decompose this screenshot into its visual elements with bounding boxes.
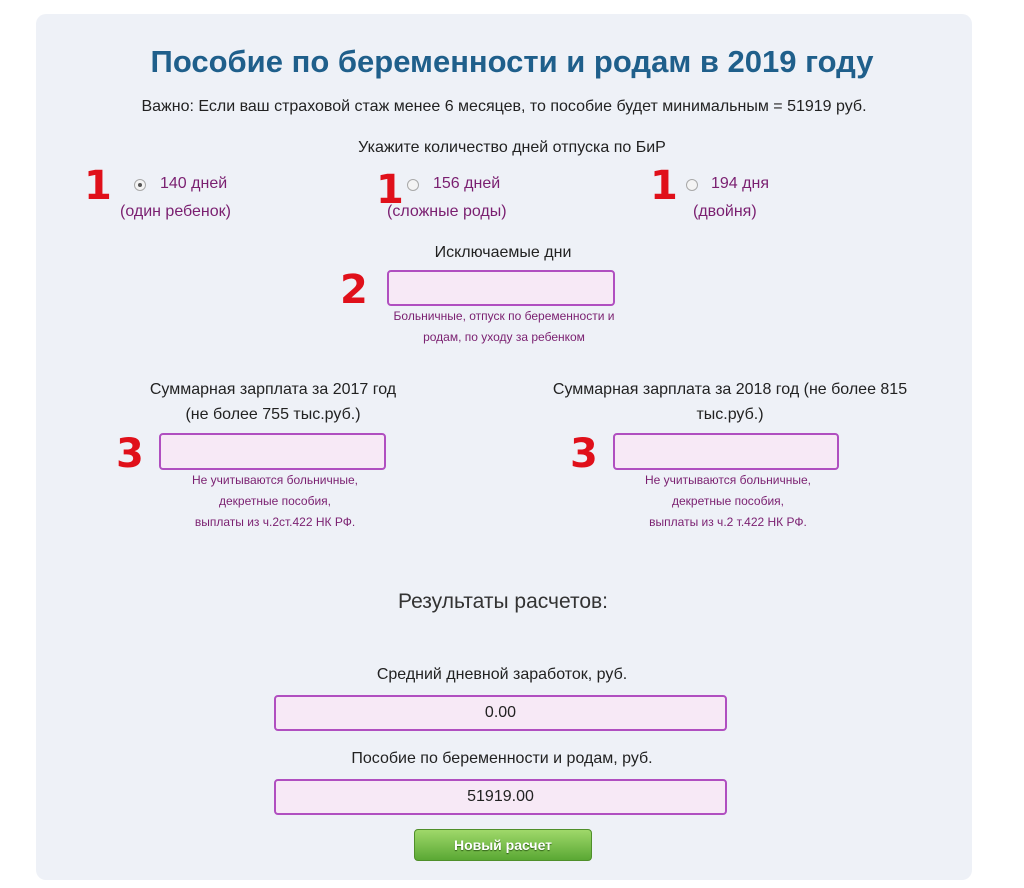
- radio-156-days[interactable]: [407, 179, 419, 191]
- benefit-output: 51919.00: [274, 779, 727, 815]
- excluded-days-hint: [350, 306, 658, 348]
- hint-line: выплаты из ч.2ст.422 НК РФ.: [194, 515, 356, 529]
- radio-194-days[interactable]: [686, 179, 698, 191]
- hint-line: декретные пособия,: [671, 494, 785, 508]
- hint-line: выплаты из ч.2 т.422 НК РФ.: [649, 515, 807, 529]
- important-note: Важно: Если ваш страховой стаж менее 6 месяцев, то пособие будет минимальным = 51919 руб.: [141, 98, 867, 115]
- step-marker-3: 3: [116, 431, 144, 477]
- option-194-label[interactable]: 194 дня: [711, 175, 769, 192]
- benefit-label: Пособие по беременности и родам, руб.: [351, 750, 653, 767]
- step-marker-2: 2: [340, 267, 368, 313]
- option-156-sub: (сложные роды): [387, 203, 507, 220]
- results-title: Результаты расчетов:: [397, 590, 609, 613]
- hint-line: Не учитываются больничные,: [192, 473, 358, 487]
- label-line: Суммарная зарплата за 2018 год (не более 815: [552, 381, 908, 398]
- salary-2017-hint: [160, 470, 390, 533]
- step-marker-1: 1: [376, 167, 404, 213]
- option-140-sub: (один ребенок): [120, 203, 231, 220]
- excluded-days-label: Исключаемые дни: [434, 244, 572, 261]
- hint-line: родам, по уходу за ребенком: [423, 330, 585, 344]
- excluded-days-input[interactable]: [387, 270, 615, 306]
- salary-2017-label: [98, 377, 448, 427]
- page-title: Пособие по беременности и родам в 2019 году: [150, 44, 874, 79]
- hint-line: Не учитываются больничные,: [645, 473, 811, 487]
- hint-line: Больничные, отпуск по беременности и: [393, 309, 615, 323]
- option-140-label[interactable]: 140 дней: [160, 175, 228, 192]
- avg-earnings-label: Средний дневной заработок, руб.: [376, 666, 628, 683]
- days-label: Укажите количество дней отпуска по БиР: [358, 139, 666, 156]
- hint-line: декретные пособия,: [218, 494, 332, 508]
- salary-2018-label: [510, 377, 950, 427]
- avg-earnings-output: 0.00: [274, 695, 727, 731]
- step-marker-1: 1: [650, 163, 678, 209]
- radio-140-days[interactable]: [134, 179, 146, 191]
- salary-2018-hint: [613, 470, 843, 533]
- salary-2018-input[interactable]: [613, 433, 839, 470]
- label-line: Суммарная зарплата за 2017 год: [149, 381, 397, 398]
- option-156-label[interactable]: 156 дней: [433, 175, 501, 192]
- label-line: тыс.руб.): [696, 406, 764, 423]
- label-line: (не более 755 тыс.руб.): [185, 406, 361, 423]
- step-marker-3: 3: [570, 431, 598, 477]
- step-marker-1: 1: [84, 163, 112, 209]
- new-calculation-button[interactable]: Новый расчет: [414, 829, 592, 861]
- salary-2017-input[interactable]: [159, 433, 386, 470]
- option-194-sub: (двойня): [693, 203, 757, 220]
